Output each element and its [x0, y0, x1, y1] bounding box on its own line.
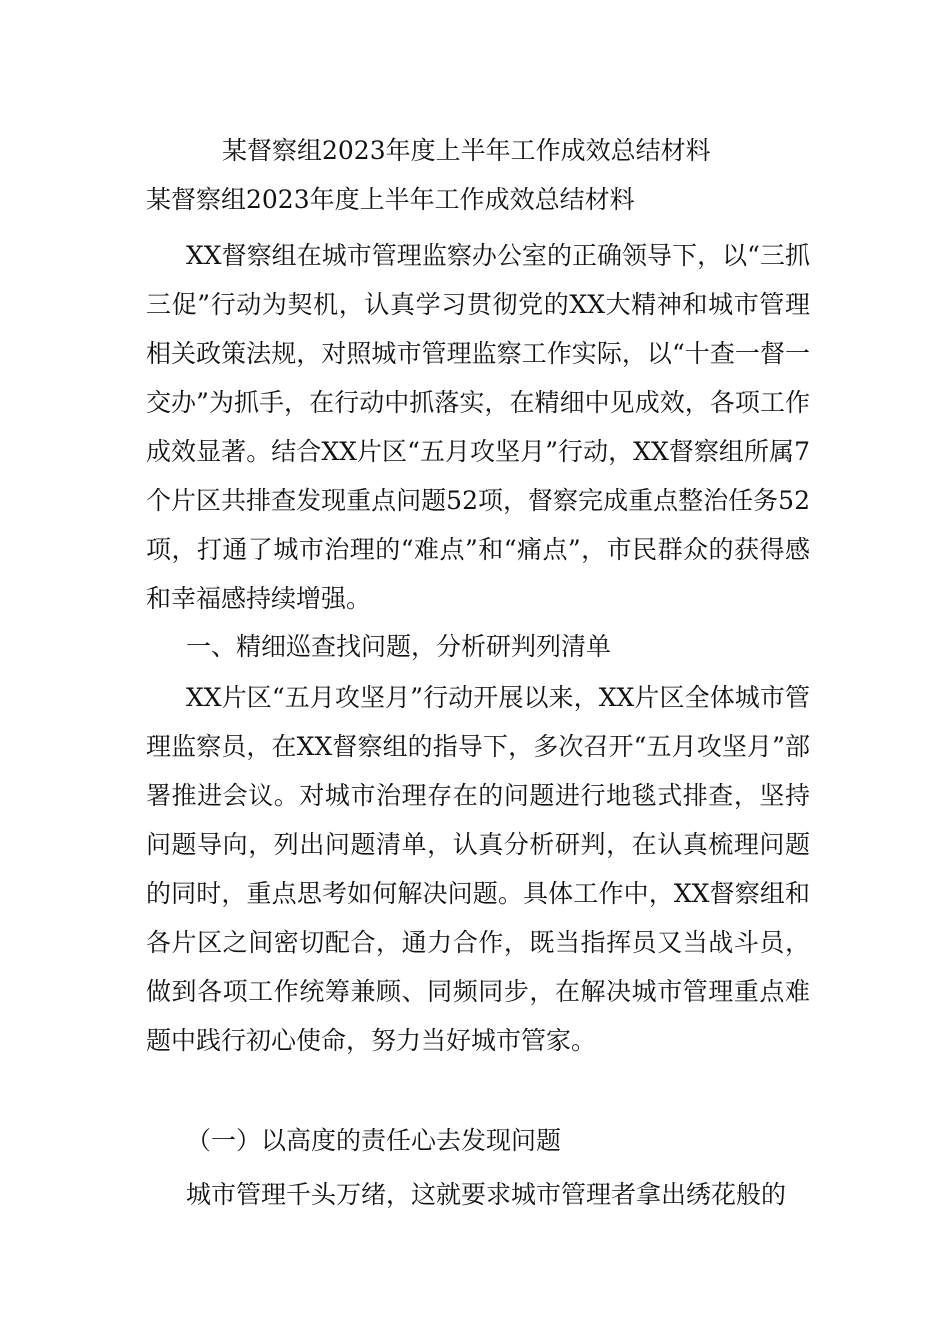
body-paragraph-section-1: XX片区“五月攻坚月”行动开展以来，XX片区全体城市管理监察员，在XX督察组的指导下，多次召开“五月攻坚月”部署推进会议。对城市治理存在的问题进行地毯式排查，坚持问题导向，列出问题清单，认真分析研判，在认真梳理问题的同时，重点思考如何解决问题。具体工作中，XX督察组和各片区之间密切配合，通力合作，既当指挥员又当战斗员，做到各项工作统筹兼顾、同频同步，在解决城市管理重点难题中践行初心使命，努力当好城市管家。: [146, 683, 810, 1055]
body-paragraph-intro: XX督察组在城市管理监察办公室的正确领导下，以“三抓三促”行动为契机，认真学习贯彻党的XX大精神和城市管理相关政策法规，对照城市管理监察工作实际，以“十查一督一交办”为抓手，在行动中抓落实，在精细中见成效，各项工作成效显著。结合XX片区“五月攻坚月”行动，XX督察组所属7个片区共排查发现重点问题52项，督察完成重点整治任务52项，打通了城市治理的“难点”和“痛点”，市民群众的获得感和幸福感持续增强。: [146, 241, 810, 613]
body-paragraph-subsection-1: 城市管理千头万绪，这就要求城市管理者拿出绣花般的: [186, 1180, 787, 1209]
section-heading-1: 一、精细巡查找问题，分析研判列清单: [186, 632, 612, 661]
subsection-heading-1: （一）以高度的责任心去发现问题: [186, 1126, 562, 1155]
document-title: 某督察组2023年度上半年工作成效总结材料: [222, 136, 711, 165]
document-subtitle: 某督察组2023年度上半年工作成效总结材料: [146, 185, 635, 214]
